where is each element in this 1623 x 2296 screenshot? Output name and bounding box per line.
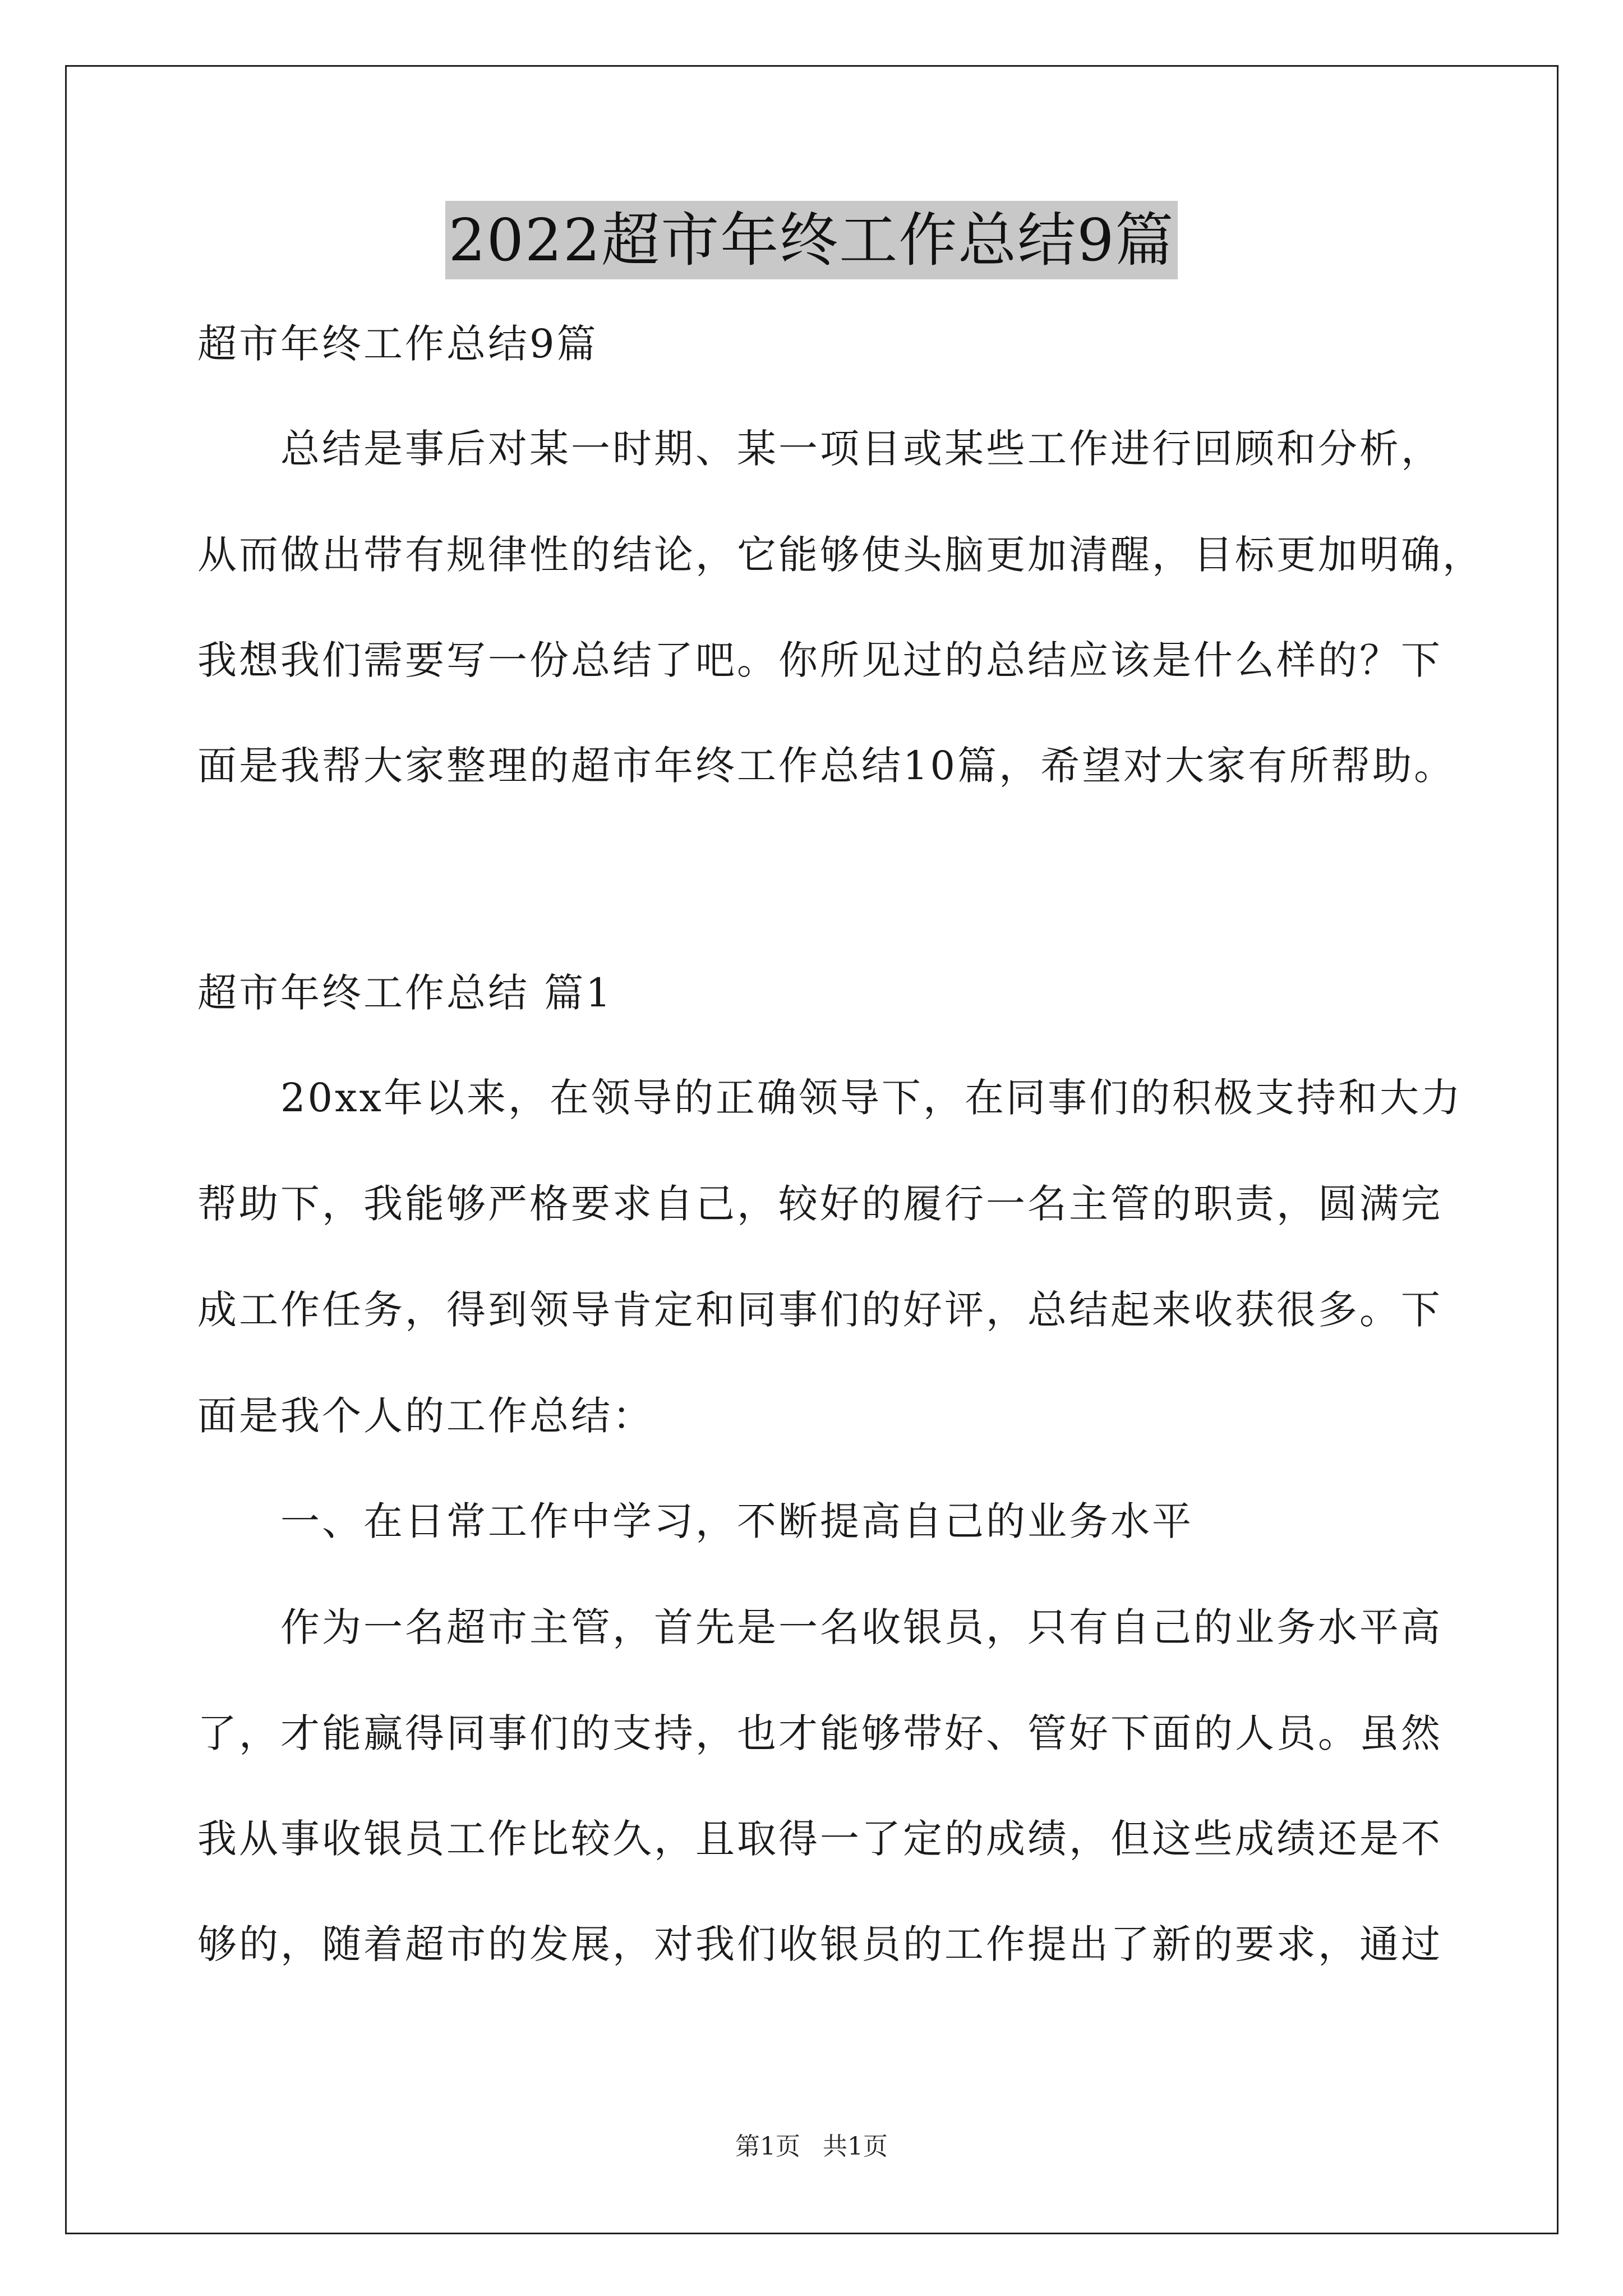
page-number: 第1页 [735, 2132, 800, 2161]
intro-paragraph-line: 我想我们需要写一份总结了吧。你所见过的总结应该是什么样的？下 [197, 637, 1442, 683]
body-paragraph-line: 20xx年以来，在领导的正确领导下，在同事们的积极支持和大力 [280, 1075, 1463, 1121]
body-paragraph-line: 我从事收银员工作比较久，且取得一了定的成绩，但这些成绩还是不 [197, 1816, 1442, 1862]
body-paragraph-line: 面是我个人的工作总结： [197, 1393, 654, 1439]
page-border [65, 65, 1559, 2234]
page-footer [0, 2130, 1623, 2164]
body-paragraph-line: 了，才能赢得同事们的支持，也才能够带好、管好下面的人员。虽然 [197, 1710, 1442, 1756]
body-paragraph-line: 作为一名超市主管，首先是一名收银员，只有自己的业务水平高 [280, 1604, 1442, 1650]
intro-paragraph-line: 面是我帮大家整理的超市年终工作总结10篇，希望对大家有所帮助。 [197, 743, 1456, 789]
body-paragraph-line: 帮助下，我能够严格要求自己，较好的履行一名主管的职责，圆满完 [197, 1181, 1442, 1227]
intro-paragraph-line: 从而做出带有规律性的结论，它能够使头脑更加清醒，目标更加明确， [197, 532, 1484, 578]
document-title: 2022超市年终工作总结9篇 [445, 201, 1178, 279]
body-paragraph-line: 够的，随着超市的发展，对我们收银员的工作提出了新的要求，通过 [197, 1921, 1442, 1967]
subsection-heading: 一、在日常工作中学习，不断提高自己的业务水平 [280, 1498, 1193, 1544]
page-total: 共1页 [823, 2132, 888, 2161]
section-heading: 超市年终工作总结 篇1 [197, 970, 613, 1016]
subtitle-line: 超市年终工作总结9篇 [197, 321, 598, 367]
title-container [0, 201, 1623, 279]
intro-paragraph-line: 总结是事后对某一时期、某一项目或某些工作进行回顾和分析， [280, 426, 1442, 472]
body-paragraph-line: 成工作任务，得到领导肯定和同事们的好评，总结起来收获很多。下 [197, 1287, 1442, 1333]
